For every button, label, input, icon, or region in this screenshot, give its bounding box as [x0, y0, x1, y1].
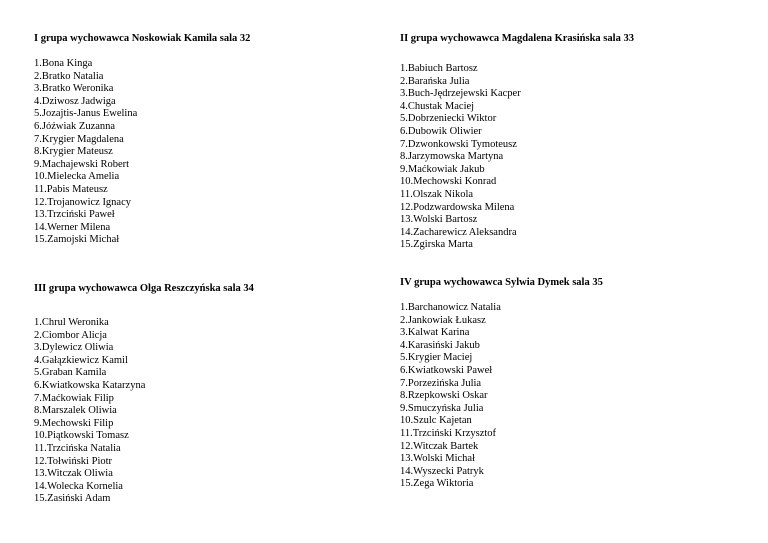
- group-1: [34, 32, 250, 247]
- student-list-item: 3.Bratko Weronika: [34, 83, 114, 95]
- group-4: [400, 276, 603, 491]
- student-list-item: 15.Zega Wiktoria: [400, 478, 474, 490]
- student-list-item: 1.Chrul Weronika: [34, 317, 109, 328]
- student-list-item: 12.Witczak Bartek: [400, 440, 479, 452]
- student-list-item: 14.Wyszecki Patryk: [400, 465, 484, 477]
- student-list-item: 4.Gałązkiewicz Kamil: [34, 354, 128, 366]
- student-list-item: 3.Buch-Jędrzejewski Kacper: [400, 88, 521, 100]
- student-list-item: 6.Kwiatkowski Paweł: [400, 364, 493, 376]
- student-list-item: 7.Porzezińska Julia: [400, 377, 482, 389]
- student-list-item: 3.Kalwat Karina: [400, 327, 470, 339]
- student-list-item: 2.Jankowiak Łukasz: [400, 314, 486, 326]
- group-heading: II grupa wychowawca Magdalena Krasińska sala 33: [400, 33, 634, 44]
- student-list-item: 8.Jarzymowska Martyna: [400, 151, 504, 163]
- student-list-item: 8.Marszalek Oliwia: [34, 405, 117, 417]
- student-list-item: 1.Bona Kinga: [34, 58, 93, 69]
- student-list-item: 3.Dylewicz Oliwia: [34, 342, 114, 354]
- student-list-item: 5.Graban Kamila: [34, 367, 107, 379]
- student-list-item: 7.Dzwonkowski Tymoteusz: [400, 138, 517, 150]
- student-list-item: 7.Krygier Magdalena: [34, 133, 124, 145]
- student-list-item: 6.Dubowik Oliwier: [400, 125, 482, 137]
- group-heading: III grupa wychowawca Olga Reszczyńska sala 34: [34, 283, 254, 294]
- student-list-item: 10.Mechowski Konrad: [400, 176, 497, 188]
- student-list-item: 10.Mielecka Amelia: [34, 171, 120, 183]
- student-list-item: 14.Zacharewicz Aleksandra: [400, 226, 517, 238]
- student-list-item: 12.Trojanowicz Ignacy: [34, 196, 132, 208]
- student-list-item: 2.Barańska Julia: [400, 75, 470, 87]
- student-list-item: 9.Maćkowiak Jakub: [400, 163, 485, 175]
- group-heading: IV grupa wychowawca Sylwia Dymek sala 35: [400, 277, 603, 288]
- group-heading: I grupa wychowawca Noskowiak Kamila sala 32: [34, 33, 251, 44]
- student-list-item: 5.Krygier Maciej: [400, 352, 473, 364]
- student-list-item: 1.Barchanowicz Natalia: [400, 302, 501, 313]
- student-list-item: 10.Piątkowski Tomasz: [34, 430, 129, 442]
- student-list-item: 5.Jozajtis-Janus Ewelina: [34, 108, 138, 120]
- student-list-item: 4.Karasiński Jakub: [400, 339, 480, 351]
- student-list-item: 11.Trzcińska Natalia: [34, 442, 121, 454]
- student-list-item: 2.Ciombor Alicja: [34, 329, 107, 341]
- student-list-item: 12.Podzwardowska Milena: [400, 201, 515, 213]
- student-list-item: 11.Pabis Mateusz: [34, 183, 108, 195]
- student-list-item: 2.Bratko Natalia: [34, 70, 104, 82]
- student-list-item: 13.Witczak Oliwia: [34, 468, 113, 480]
- student-list: [34, 317, 254, 506]
- student-list-item: 9.Mechowski Filip: [34, 417, 114, 429]
- student-list-item: 6.Jóźwiak Zuzanna: [34, 120, 116, 132]
- student-list-item: 9.Smuczyńska Julia: [400, 402, 484, 414]
- student-list-item: 15.Zgirska Marta: [400, 239, 473, 251]
- student-list-item: 8.Rzepkowski Oskar: [400, 390, 488, 402]
- student-list: [400, 63, 634, 252]
- student-list-item: 1.Babiuch Bartosz: [400, 63, 478, 74]
- student-list-item: 15.Zasiński Adam: [34, 493, 111, 505]
- student-list-item: 14.Wolecka Kornelia: [34, 480, 123, 492]
- group-3: [34, 282, 254, 506]
- student-list: [400, 302, 603, 491]
- student-list-item: 12.Tołwiński Piotr: [34, 455, 113, 467]
- student-list-item: 10.Szulc Kajetan: [400, 415, 472, 427]
- student-list-item: 11.Trzciński Krzysztof: [400, 427, 497, 439]
- student-list-item: 14.Werner Milena: [34, 221, 111, 233]
- student-list: [34, 58, 250, 247]
- student-list-item: 4.Dziwosz Jadwiga: [34, 95, 116, 107]
- student-list-item: 15.Zamojski Michał: [34, 234, 120, 246]
- student-list-item: 7.Maćkowiak Filip: [34, 392, 114, 404]
- group-2: [400, 32, 634, 252]
- student-list-item: 11.Olszak Nikola: [400, 188, 474, 200]
- student-list-item: 8.Krygier Mateusz: [34, 146, 113, 158]
- student-list-item: 5.Dobrzeniecki Wiktor: [400, 113, 497, 125]
- student-list-item: 9.Machajewski Robert: [34, 158, 130, 170]
- student-list-item: 4.Chustak Maciej: [400, 100, 475, 112]
- student-list-item: 13.Wolski Michał: [400, 453, 475, 465]
- student-list-item: 13.Trzciński Paweł: [34, 209, 115, 221]
- student-list-item: 6.Kwiatkowska Katarzyna: [34, 379, 146, 391]
- student-list-item: 13.Wolski Bartosz: [400, 214, 478, 226]
